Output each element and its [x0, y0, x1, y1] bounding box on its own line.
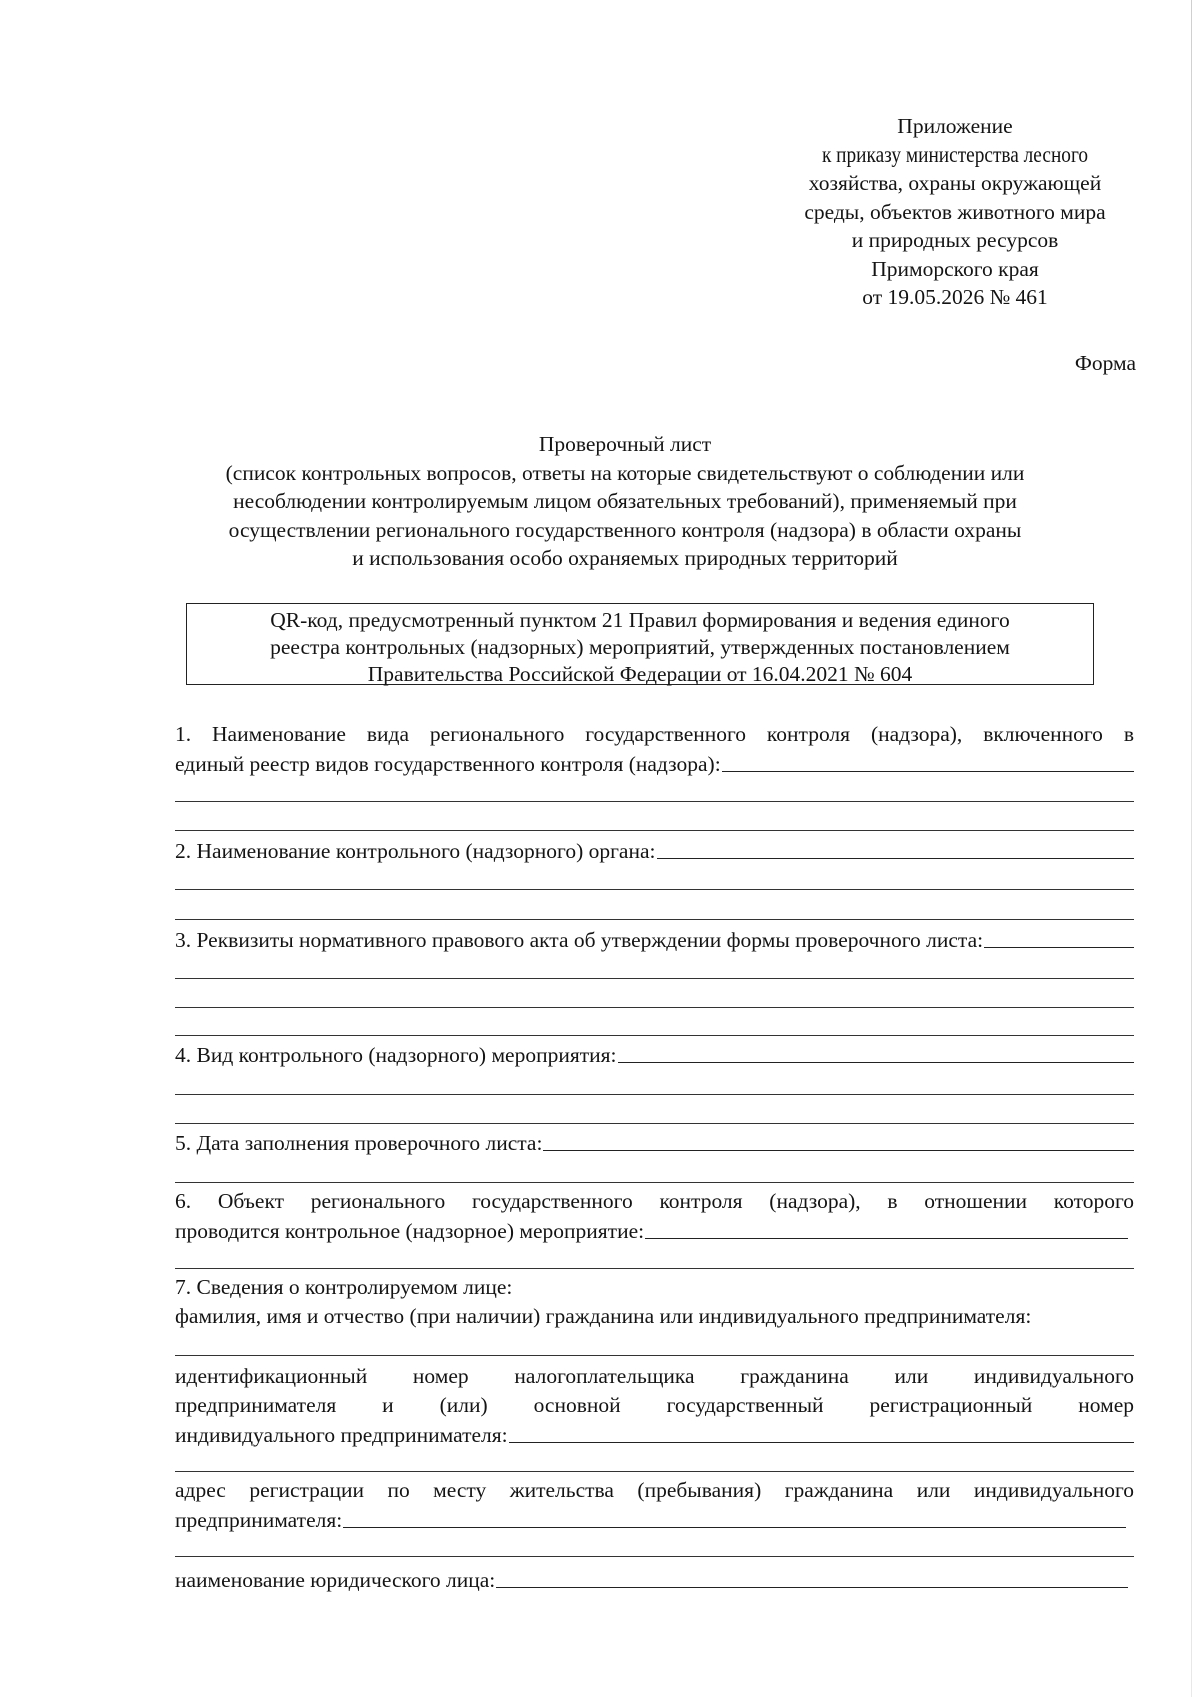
field-5-input-line[interactable] [543, 1150, 1134, 1151]
field-3-blank-line-1[interactable] [175, 978, 1134, 979]
field-3-input-line[interactable] [984, 947, 1134, 948]
field-1-blank-line-2[interactable] [175, 830, 1134, 831]
field-7-inn [175, 1362, 1134, 1449]
field-1-label-line-2: единый реестр видов государственного контроля (надзора): [175, 751, 721, 776]
field-6 [175, 1187, 1134, 1245]
field-3-blank-line-2[interactable] [175, 1007, 1134, 1008]
field-5-blank-line-1[interactable] [175, 1182, 1134, 1183]
appendix-line-6: Приморского края [871, 256, 1039, 281]
field-7-inn-label-line-3: индивидуального предпринимателя: [175, 1422, 508, 1447]
title-line-1: Проверочный лист [538, 432, 712, 456]
field-7-inn-blank-line[interactable] [175, 1471, 1134, 1472]
field-6-row [175, 1216, 1134, 1245]
field-5 [175, 1128, 1134, 1157]
field-7-address-row [175, 1505, 1134, 1534]
field-6-blank-line-1[interactable] [175, 1268, 1134, 1269]
qr-box-line-1: QR-код, предусмотренный пунктом 21 Правил формирования и ведения единого [270, 608, 1010, 632]
field-4-row [175, 1040, 1134, 1069]
field-7-inn-label-line-2: предпринимателя и (или) основной государственный регистрационный номер [175, 1393, 1134, 1417]
qr-code-box [186, 603, 1094, 685]
title-line-5: и использования особо охраняемых природных территорий [352, 546, 898, 570]
appendix-block [740, 112, 1170, 312]
appendix-line-3: хозяйства, охраны окружающей [808, 171, 1102, 195]
field-7-legal-input-line[interactable] [496, 1587, 1128, 1588]
field-3-blank-line-3[interactable] [175, 1035, 1134, 1036]
qr-box-line-2: реестра контрольных (надзорных) мероприятий, утвержденных постановлением [270, 635, 1010, 659]
field-7-legal-label: наименование юридического лица: [175, 1567, 496, 1592]
field-5-row [175, 1128, 1134, 1157]
field-7-inn-label-line-1: идентификационный номер налогоплательщика гражданина или индивидуального [175, 1364, 1134, 1388]
appendix-line-1: Приложение [897, 114, 1013, 138]
field-3-row [175, 925, 1134, 954]
field-2-blank-line-1[interactable] [175, 889, 1134, 890]
field-1-input-line[interactable] [722, 771, 1134, 772]
field-7-inn-input-line[interactable] [509, 1442, 1134, 1443]
field-3-label: 3. Реквизиты нормативного правового акта об утверждении формы проверочного листа: [175, 927, 984, 952]
title-line-3: несоблюдении контролируемым лицом обязательных требований), применяемый при [233, 489, 1017, 513]
field-6-input-line[interactable] [645, 1238, 1128, 1239]
field-7-address-blank-line[interactable] [175, 1556, 1134, 1557]
field-7-address-label-line-1: адрес регистрации по месту жительства (пребывания) гражданина или индивидуального [175, 1478, 1134, 1502]
field-1-blank-line-1[interactable] [175, 801, 1134, 802]
field-7-legal-row [175, 1565, 1134, 1594]
field-7 [175, 1273, 1134, 1331]
checklist-title [160, 430, 1090, 573]
field-3 [175, 925, 1134, 954]
title-line-2: (список контрольных вопросов, ответы на которые свидетельствуют о соблюдении или [225, 460, 1025, 485]
field-7-inn-row [175, 1420, 1134, 1449]
field-6-label-line-2: проводится контрольное (надзорное) мероприятие: [175, 1218, 645, 1243]
field-7-name-label: фамилия, имя и отчество (при наличии) гражданина или индивидуального предпринимателя: [175, 1304, 1032, 1328]
field-7-heading: 7. Сведения о контролируемом лице: [175, 1275, 513, 1299]
scan-edge-line [1191, 0, 1192, 1697]
field-4-label: 4. Вид контрольного (надзорного) мероприятия: [175, 1042, 617, 1067]
appendix-line-5: и природных ресурсов [851, 228, 1059, 252]
field-7-legal-entity [175, 1565, 1134, 1594]
appendix-line-2: к приказу министерства лесного [821, 141, 1089, 167]
field-2 [175, 836, 1134, 865]
field-2-blank-line-2[interactable] [175, 919, 1134, 920]
field-5-label: 5. Дата заполнения проверочного листа: [175, 1130, 543, 1155]
field-4 [175, 1040, 1134, 1069]
field-1 [175, 720, 1134, 778]
field-2-label: 2. Наименование контрольного (надзорного) органа: [175, 838, 656, 863]
appendix-line-7: от 19.05.2026 № 461 [862, 285, 1048, 309]
field-1-row [175, 749, 1134, 778]
form-label: Форма [1074, 351, 1136, 375]
field-4-input-line[interactable] [618, 1062, 1134, 1063]
appendix-line-4: среды, объектов животного мира [804, 199, 1106, 224]
field-1-label-line-1: 1. Наименование вида регионального государственного контроля (надзора), включенного в [175, 722, 1134, 746]
field-2-row [175, 836, 1134, 865]
field-7-name-blank-line[interactable] [175, 1355, 1134, 1356]
field-7-address [175, 1476, 1134, 1534]
field-7-address-input-line[interactable] [343, 1527, 1126, 1528]
field-4-blank-line-2[interactable] [175, 1123, 1134, 1124]
qr-box-line-3: Правительства Российской Федерации от 16.04.2021 № 604 [367, 662, 913, 686]
field-7-address-label-line-2: предпринимателя: [175, 1507, 343, 1532]
field-6-label-line-1: 6. Объект регионального государственного контроля (надзора), в отношении которого [175, 1189, 1134, 1213]
title-line-4: осуществлении регионального государственного контроля (надзора) в области охраны [228, 517, 1022, 542]
field-2-input-line[interactable] [657, 858, 1135, 859]
field-4-blank-line-1[interactable] [175, 1094, 1134, 1095]
